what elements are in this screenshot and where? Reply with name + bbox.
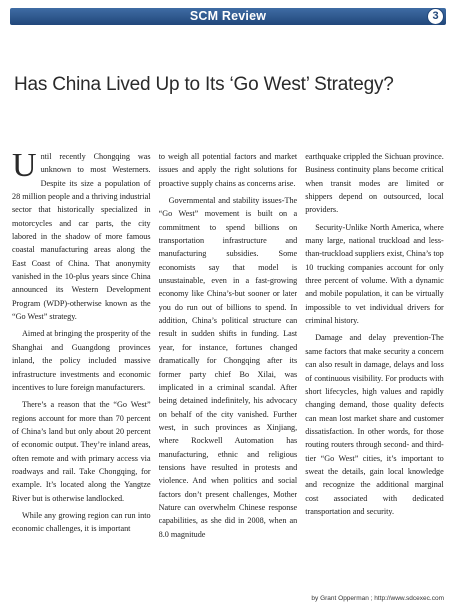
article-column-3 — [305, 150, 444, 590]
paragraph: Security-Unlike North America, where many large, national truckload and less-than-truckload suppliers exist, China’s top 10 trucking companies account for only three percent of volume. With a dynamic and mobile population, it can be virtually impossible to vet individual drivers for criminal history. — [305, 222, 444, 326]
article-column-2 — [159, 150, 298, 590]
paragraph: to weigh all potential factors and market issues and apply the right solutions for proactive supply chains as concerns arise. — [158, 152, 298, 188]
article-title: Has China Lived Up to Its ‘Go West’ Strategy? — [14, 74, 394, 95]
article-body — [12, 150, 444, 590]
paragraph: Damage and delay prevention-The same factors that make security a concern can also result in damage, delays and loss of continuous visibility. For products with short lifecycles, high values and rapidly changing demand, those quality defects can mean lost market share and customer dissatisfaction. In other words, for those routing routers through second- and third-tier “Go West” cities, it’s important to sweat the details, gain local knowledge and recognize the additional marginal cost associated with dedicated transportation and security. — [305, 333, 444, 516]
paragraph: While any growing region can run into economic challenges, it is important — [12, 510, 151, 534]
page-number-badge: 3 — [427, 8, 444, 25]
article-column-1 — [12, 150, 151, 590]
paragraph: Aimed at bringing the prosperity of the Shanghai and Guangdong provinces inland, the policy included massive infrastructure investments and economic incentives to lure foreign manufacturers. — [12, 329, 151, 392]
paragraph: earthquake crippled the Sichuan province. Business continuity plans become critical when transit modes are limited or shippers depend on outsourced, local providers. — [305, 152, 444, 215]
paragraph: There’s a reason that the “Go West” regions account for more than 70 percent of China’s land but only about 20 percent of economic output. They’re inland areas, often remote and with primary access via roadways and rail. Take Chongqing, for example. It’s located along the Yangtze River but is otherwise landlocked. — [12, 400, 151, 503]
author-byline: by Grant Opperman ; http://www.sdcexec.com — [311, 595, 444, 602]
paragraph — [12, 150, 151, 323]
section-title: SCM Review — [189, 9, 267, 23]
section-header-bar — [10, 8, 446, 25]
drop-cap: U — [12, 150, 37, 184]
paragraph-text: ntil recently Chongqing was unknown to most Westerners. Despite its size a population of 28 million people and a thriving industrial sector that historically specialized in motorcycles and car parts, the city labored in the shadow of more famous coastal manufacturing areas along the East Coast of China. That anonymity vanished in the 10-plus years since China announced its Western Development Program (WDP)-otherwise known as the “Go West” strategy. — [12, 152, 151, 322]
paragraph: Governmental and stability issues-The “Go West” movement is built on a commitment to spend billions on transportation infrastructure and manufacturing subsidies. Some economists say that model is unsustainable, even in a fast-growing economy like China’s-but sooner or later you do run out of billions to spend. In addition, China’s political structure can result in sudden shifts in funding. Last year, for instance, fortunes changed dramatically for Chongqing after its former party chief Bo Xilai, was implicated in a criminal scandal. After being detained indefinitely, his advocacy on behalf of the city vanished. Further west, in such provinces as Xinjiang, where Rockwell Automation has manufacturing, ethnic and religious tensions have resulted in protests and violence. And when politics and social factors don’t present challenges, Mother Nature can overwhelm Chinese response capabilities, as she did in 2008, when an 8.0 magnitude — [158, 196, 298, 539]
